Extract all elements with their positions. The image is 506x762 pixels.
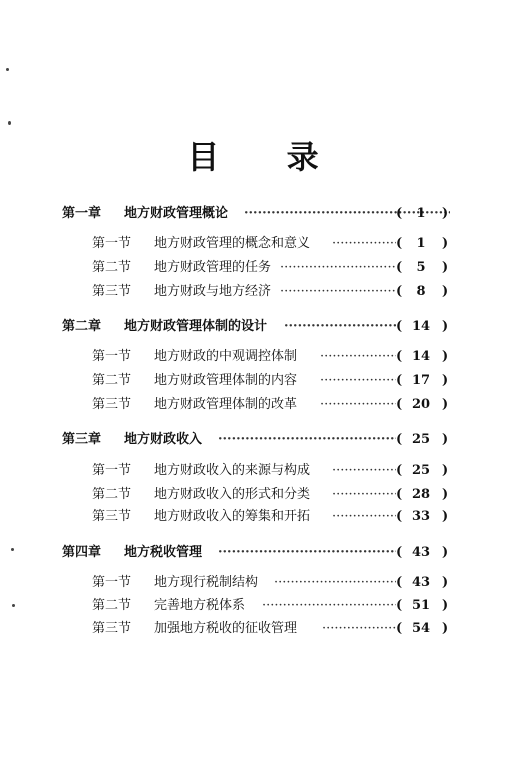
section-page: 5 (416, 260, 426, 275)
section-title: 地方财政收入的来源与构成 (154, 463, 311, 478)
section-number: 第一节 (92, 463, 132, 478)
dot-leader (274, 574, 396, 592)
section-number: 第一节 (92, 349, 132, 364)
section-page: 28 (411, 487, 431, 502)
chapter-page: 1 (416, 206, 426, 221)
chapter-number: 第四章 (62, 545, 102, 560)
dot-leader (320, 372, 396, 390)
section-title: 地方财政管理体制的内容 (154, 373, 298, 388)
section-page: 54 (411, 621, 431, 636)
toc-section-1-1: 第一节 地方财政管理的概念和意义 ····· ( 1 ) (92, 235, 452, 253)
dot-leader (322, 620, 396, 638)
chapter-number: 第三章 (62, 432, 102, 447)
section-page: 25 (411, 463, 431, 478)
section-number: 第二节 (92, 487, 132, 502)
toc-chapter-2: 第二章 地方财政管理体制的设计 ····· ( 14 ) (62, 318, 452, 336)
section-title: 加强地方税收的征收管理 (154, 621, 298, 636)
section-page: 1 (416, 236, 426, 251)
section-title: 完善地方税体系 (154, 598, 246, 613)
scan-speck (6, 68, 9, 71)
toc-section-1-3: 第三节 地方财政与地方经济 ····· ( 8 ) (92, 283, 452, 301)
chapter-title: 地方财政管理概论 (124, 206, 229, 221)
chapter-number: 第一章 (62, 206, 102, 221)
section-number: 第三节 (92, 397, 132, 412)
section-page: 8 (416, 284, 426, 299)
dot-leader (280, 283, 396, 301)
dot-leader (218, 544, 396, 562)
section-page: 33 (411, 509, 431, 524)
chapter-title: 地方财政管理体制的设计 (124, 319, 268, 334)
dot-leader (320, 348, 396, 366)
toc-chapter-1: 第一章 地方财政管理概论 ····· ( 1 ) (62, 205, 452, 223)
chapter-page: 25 (411, 432, 431, 447)
section-page: 17 (411, 373, 431, 388)
dot-leader (280, 259, 396, 277)
section-title: 地方财政与地方经济 (154, 284, 272, 299)
dot-leader (320, 396, 396, 414)
toc-section-2-2: 第二节 地方财政管理体制的内容 ····· ( 17 ) (92, 372, 452, 390)
chapter-number: 第二章 (62, 319, 102, 334)
toc-section-4-3: 第三节 加强地方税收的征收管理 ····· ( 54 ) (92, 620, 452, 638)
section-title: 地方财政的中观调控体制 (154, 349, 298, 364)
toc-section-4-1: 第一节 地方现行税制结构 ····· ( 43 ) (92, 574, 452, 592)
section-number: 第二节 (92, 598, 132, 613)
section-number: 第一节 (92, 236, 132, 251)
toc-section-3-1: 第一节 地方财政收入的来源与构成 ····· ( 25 ) (92, 462, 452, 480)
toc-section-2-1: 第一节 地方财政的中观调控体制 ····· ( 14 ) (92, 348, 452, 366)
chapter-title: 地方财政收入 (124, 432, 203, 447)
dot-leader (218, 431, 396, 449)
dot-leader (332, 462, 396, 480)
section-page: 43 (411, 575, 431, 590)
section-title: 地方财政收入的筹集和开拓 (154, 509, 311, 524)
section-page: 51 (411, 598, 431, 613)
toc-section-2-3: 第三节 地方财政管理体制的改革 ····· ( 20 ) (92, 396, 452, 414)
section-title: 地方财政管理的概念和意义 (154, 236, 311, 251)
section-number: 第一节 (92, 575, 132, 590)
toc-chapter-3: 第三章 地方财政收入 ····· ( 25 ) (62, 431, 452, 449)
chapter-title: 地方税收管理 (124, 545, 203, 560)
section-number: 第二节 (92, 373, 132, 388)
section-title: 地方财政管理体制的改革 (154, 397, 298, 412)
toc-section-1-2: 第二节 地方财政管理的任务 ····· ( 5 ) (92, 259, 452, 277)
scan-speck (12, 604, 15, 607)
section-number: 第三节 (92, 284, 132, 299)
chapter-page: 14 (411, 319, 431, 334)
section-number: 第三节 (92, 621, 132, 636)
chapter-page: 43 (411, 545, 431, 560)
section-title: 地方财政管理的任务 (154, 260, 272, 275)
scan-speck (8, 121, 11, 125)
section-number: 第二节 (92, 260, 132, 275)
dot-leader (284, 318, 396, 336)
toc-section-3-2: 第二节 地方财政收入的形式和分类 ····· ( 28 ) (92, 486, 452, 504)
dot-leader (332, 235, 396, 253)
dot-leader (262, 597, 396, 615)
section-number: 第三节 (92, 509, 132, 524)
page-title: 目 录 (187, 138, 347, 176)
toc-chapter-4: 第四章 地方税收管理 ····· ( 43 ) (62, 544, 452, 562)
scan-speck (11, 548, 14, 551)
toc-section-3-3: 第三节 地方财政收入的筹集和开拓 ····· ( 33 ) (92, 508, 452, 526)
section-title: 地方现行税制结构 (154, 575, 259, 590)
section-page: 20 (411, 397, 431, 412)
dot-leader (332, 486, 396, 504)
section-page: 14 (411, 349, 431, 364)
section-title: 地方财政收入的形式和分类 (154, 487, 311, 502)
dot-leader (332, 508, 396, 526)
toc-section-4-2: 第二节 完善地方税体系 ····· ( 51 ) (92, 597, 452, 615)
